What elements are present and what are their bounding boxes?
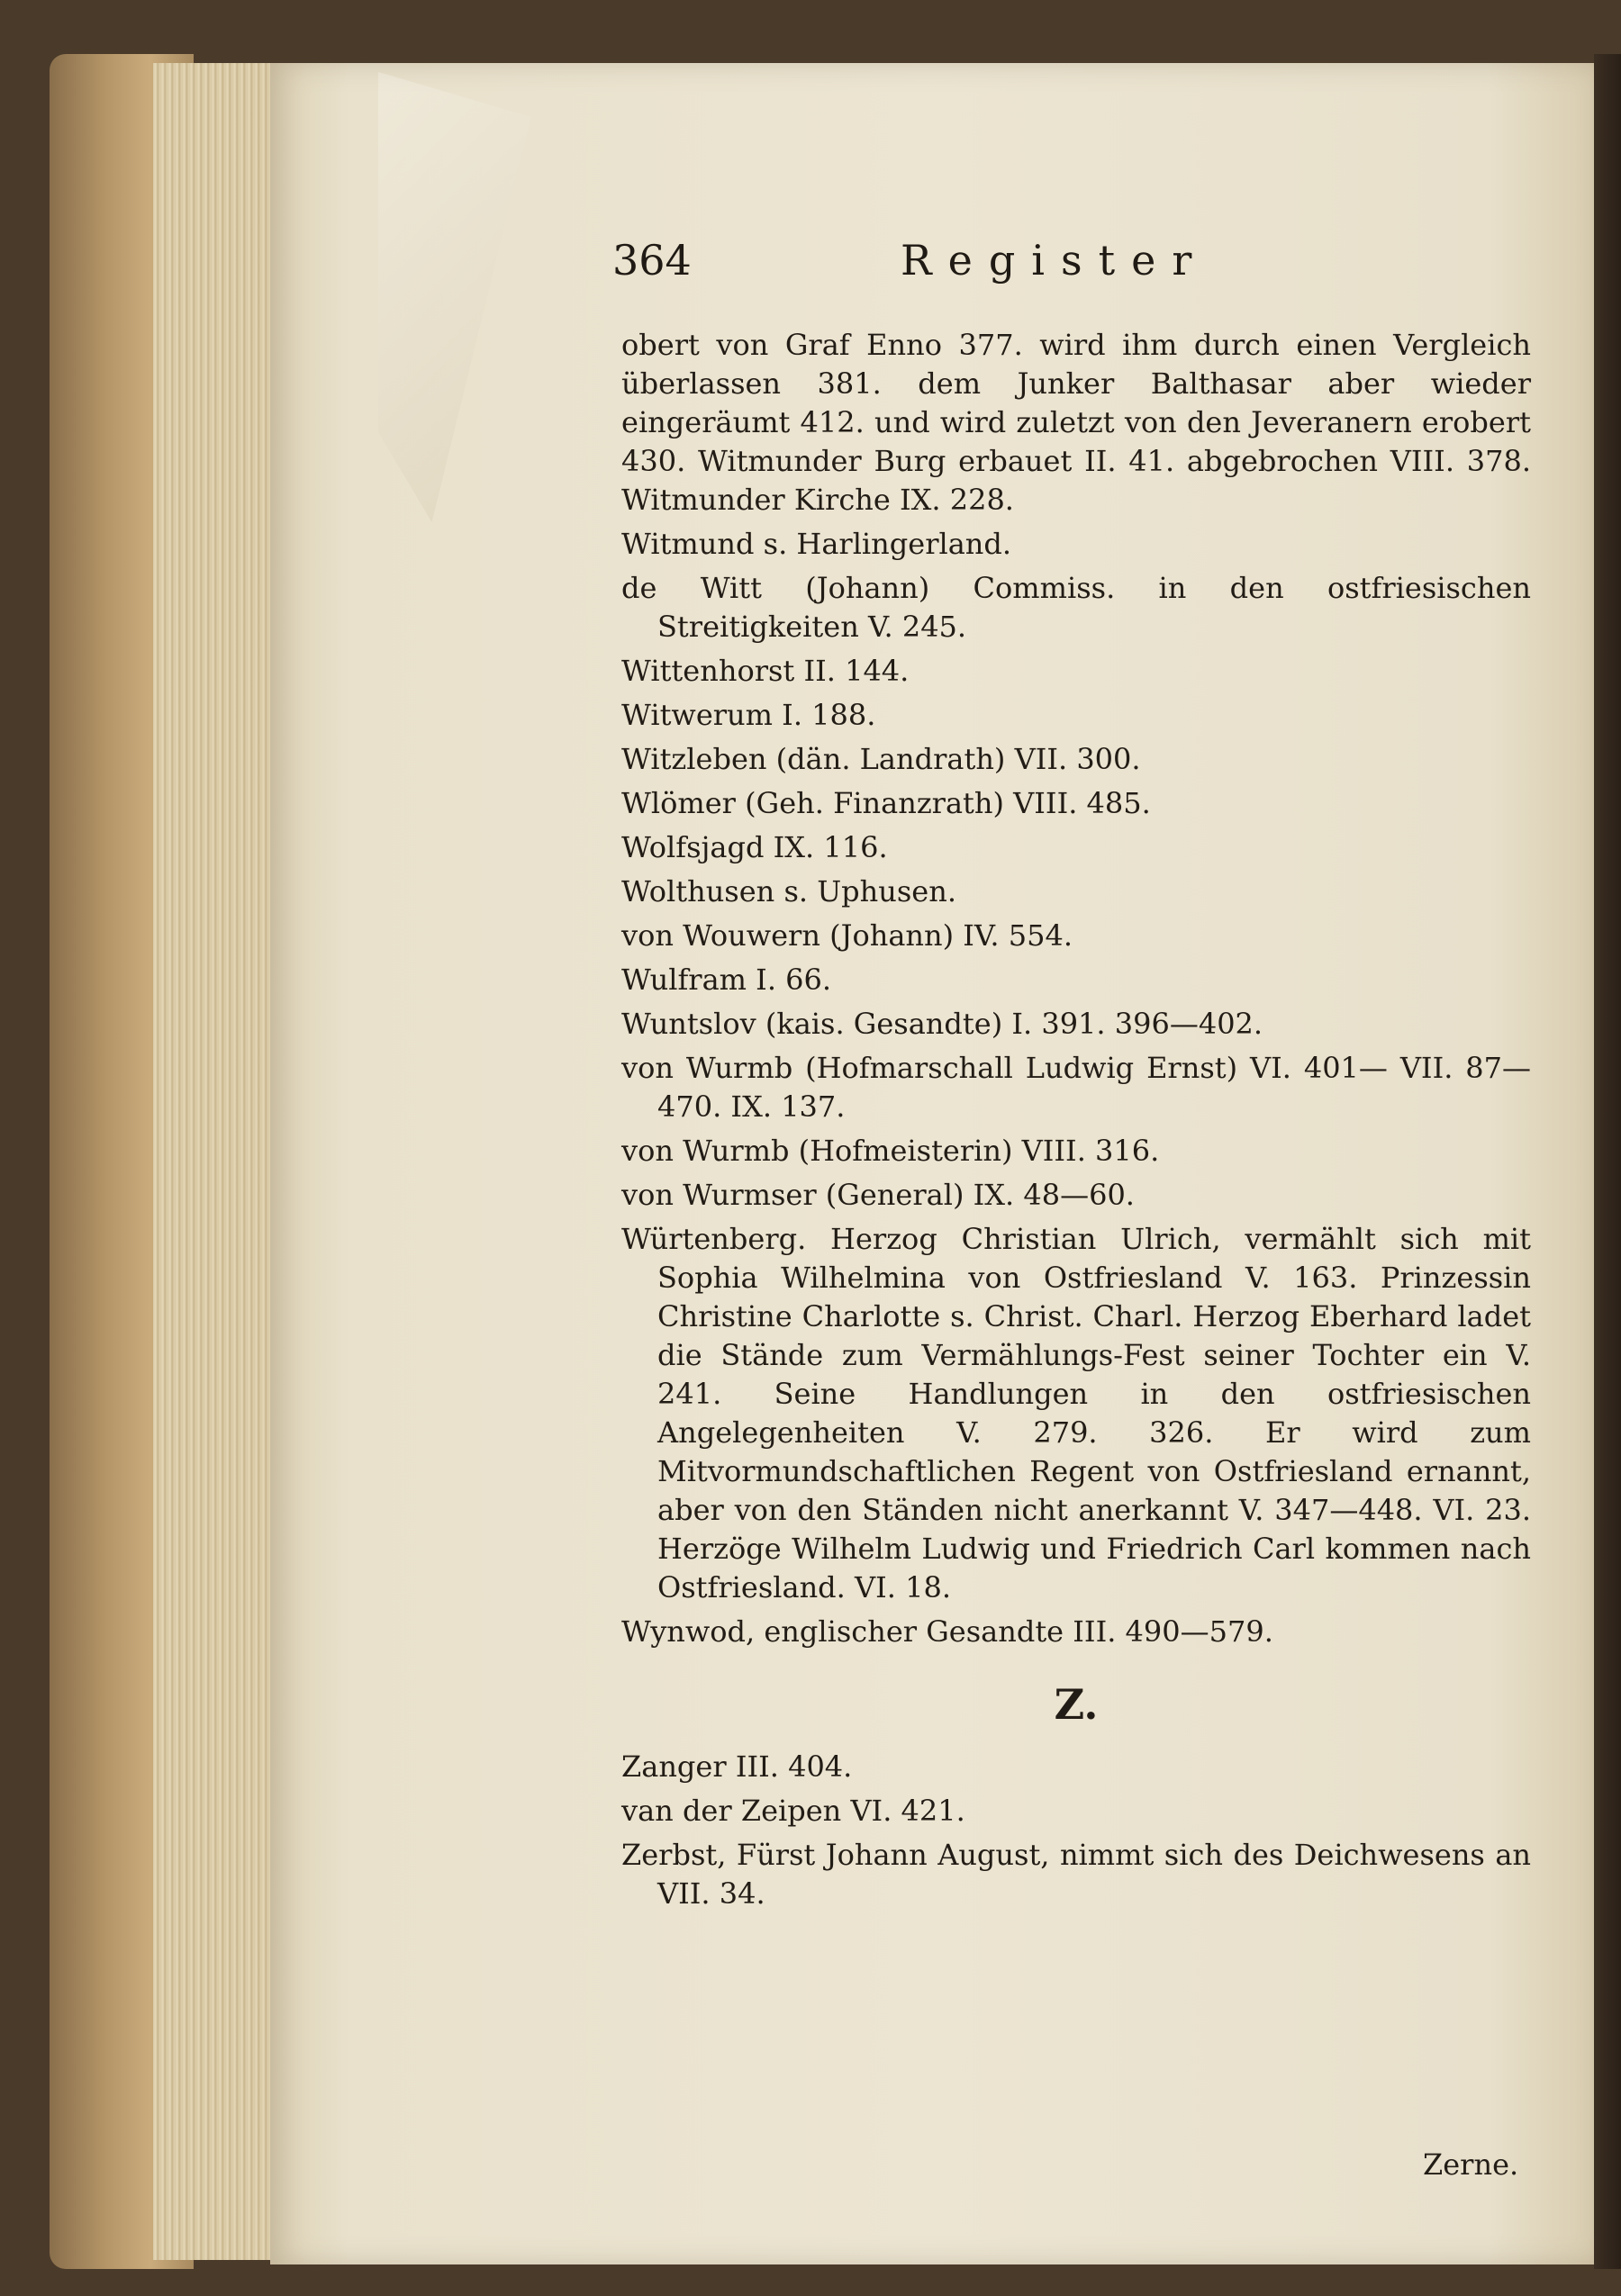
register-entry: von Wurmser (General) IX. 48—60. xyxy=(621,1178,1135,1212)
register-entry: Zanger III. 404. xyxy=(621,1749,853,1784)
register-entry: von Wouwern (Johann) IV. 554. xyxy=(621,918,1073,953)
register-entry: Wolthusen s. Uphusen. xyxy=(621,874,957,908)
register-text xyxy=(621,326,1531,1919)
page-number: 364 xyxy=(612,236,692,285)
register-entry: van der Zeipen VI. 421. xyxy=(621,1794,965,1828)
register-entry: Wulfram I. 66. xyxy=(621,963,832,997)
register-entry: Wynwod, englischer Gesandte III. 490—579. xyxy=(621,1614,1273,1649)
register-entry: Witzleben (dän. Landrath) VII. 300. xyxy=(621,742,1141,776)
register-entry: Witmund s. Harlingerland. xyxy=(621,527,1012,561)
running-title: Register xyxy=(901,236,1209,285)
register-entry: von Wurmb (Hofmarschall Ludwig Ernst) VI. 401— VII. 87—470. IX. 137. xyxy=(621,1051,1531,1124)
register-entry: Wuntslov (kais. Gesandte) I. 391. 396—402. xyxy=(621,1007,1263,1041)
catchword: Zerne. xyxy=(1423,2147,1519,2182)
register-entry: Zerbst, Fürst Johann August, nimmt sich des Deichwesens an VII. 34. xyxy=(621,1838,1531,1911)
register-entry: de Witt (Johann) Commiss. in den ostfriesischen Streitigkeiten V. 245. xyxy=(621,571,1531,644)
register-entry: Wolfsjagd IX. 116. xyxy=(621,830,888,864)
book-gutter xyxy=(1594,54,1621,2269)
register-entry: Witwerum I. 188. xyxy=(621,698,876,732)
section-letter-z: Z. xyxy=(1054,1680,1099,1729)
register-entry: von Wurmb (Hofmeisterin) VIII. 316. xyxy=(621,1134,1160,1168)
running-head xyxy=(612,236,1540,299)
register-entry: Wittenhorst II. 144. xyxy=(621,654,910,688)
register-entry: Wlömer (Geh. Finanzrath) VIII. 485. xyxy=(621,786,1151,820)
register-entry: obert von Graf Enno 377. wird ihm durch einen Vergleich überlassen 381. dem Junker Balthasar aber wieder eingeräumt 412. und wird zuletzt von den Jeveranern erobert 430. Witmunder Burg erbauet II. 41. abgebrochen VIII. 378. Witmunder Kirche IX. 228. xyxy=(621,328,1531,517)
page-edges xyxy=(153,63,284,2260)
register-entry: Würtenberg. Herzog Christian Ulrich, vermählt sich mit Sophia Wilhelmina von Ostfriesland V. 163. Prinzessin Christine Charlotte s. Christ. Charl. Herzog Eberhard ladet die Stände zum Vermählungs-Fest seiner Tochter ein V. 241. Seine Handlungen in den ostfriesischen Angelegenheiten V. 279. 326. Er wird zum Mitvormundschaftlichen Regent von Ostfriesland ernannt, aber von den Ständen nicht anerkannt V. 347—448. VI. 23. Herzöge Wilhelm Ludwig und Friedrich Carl kommen nach Ostfriesland. VI. 18. xyxy=(621,1222,1531,1604)
